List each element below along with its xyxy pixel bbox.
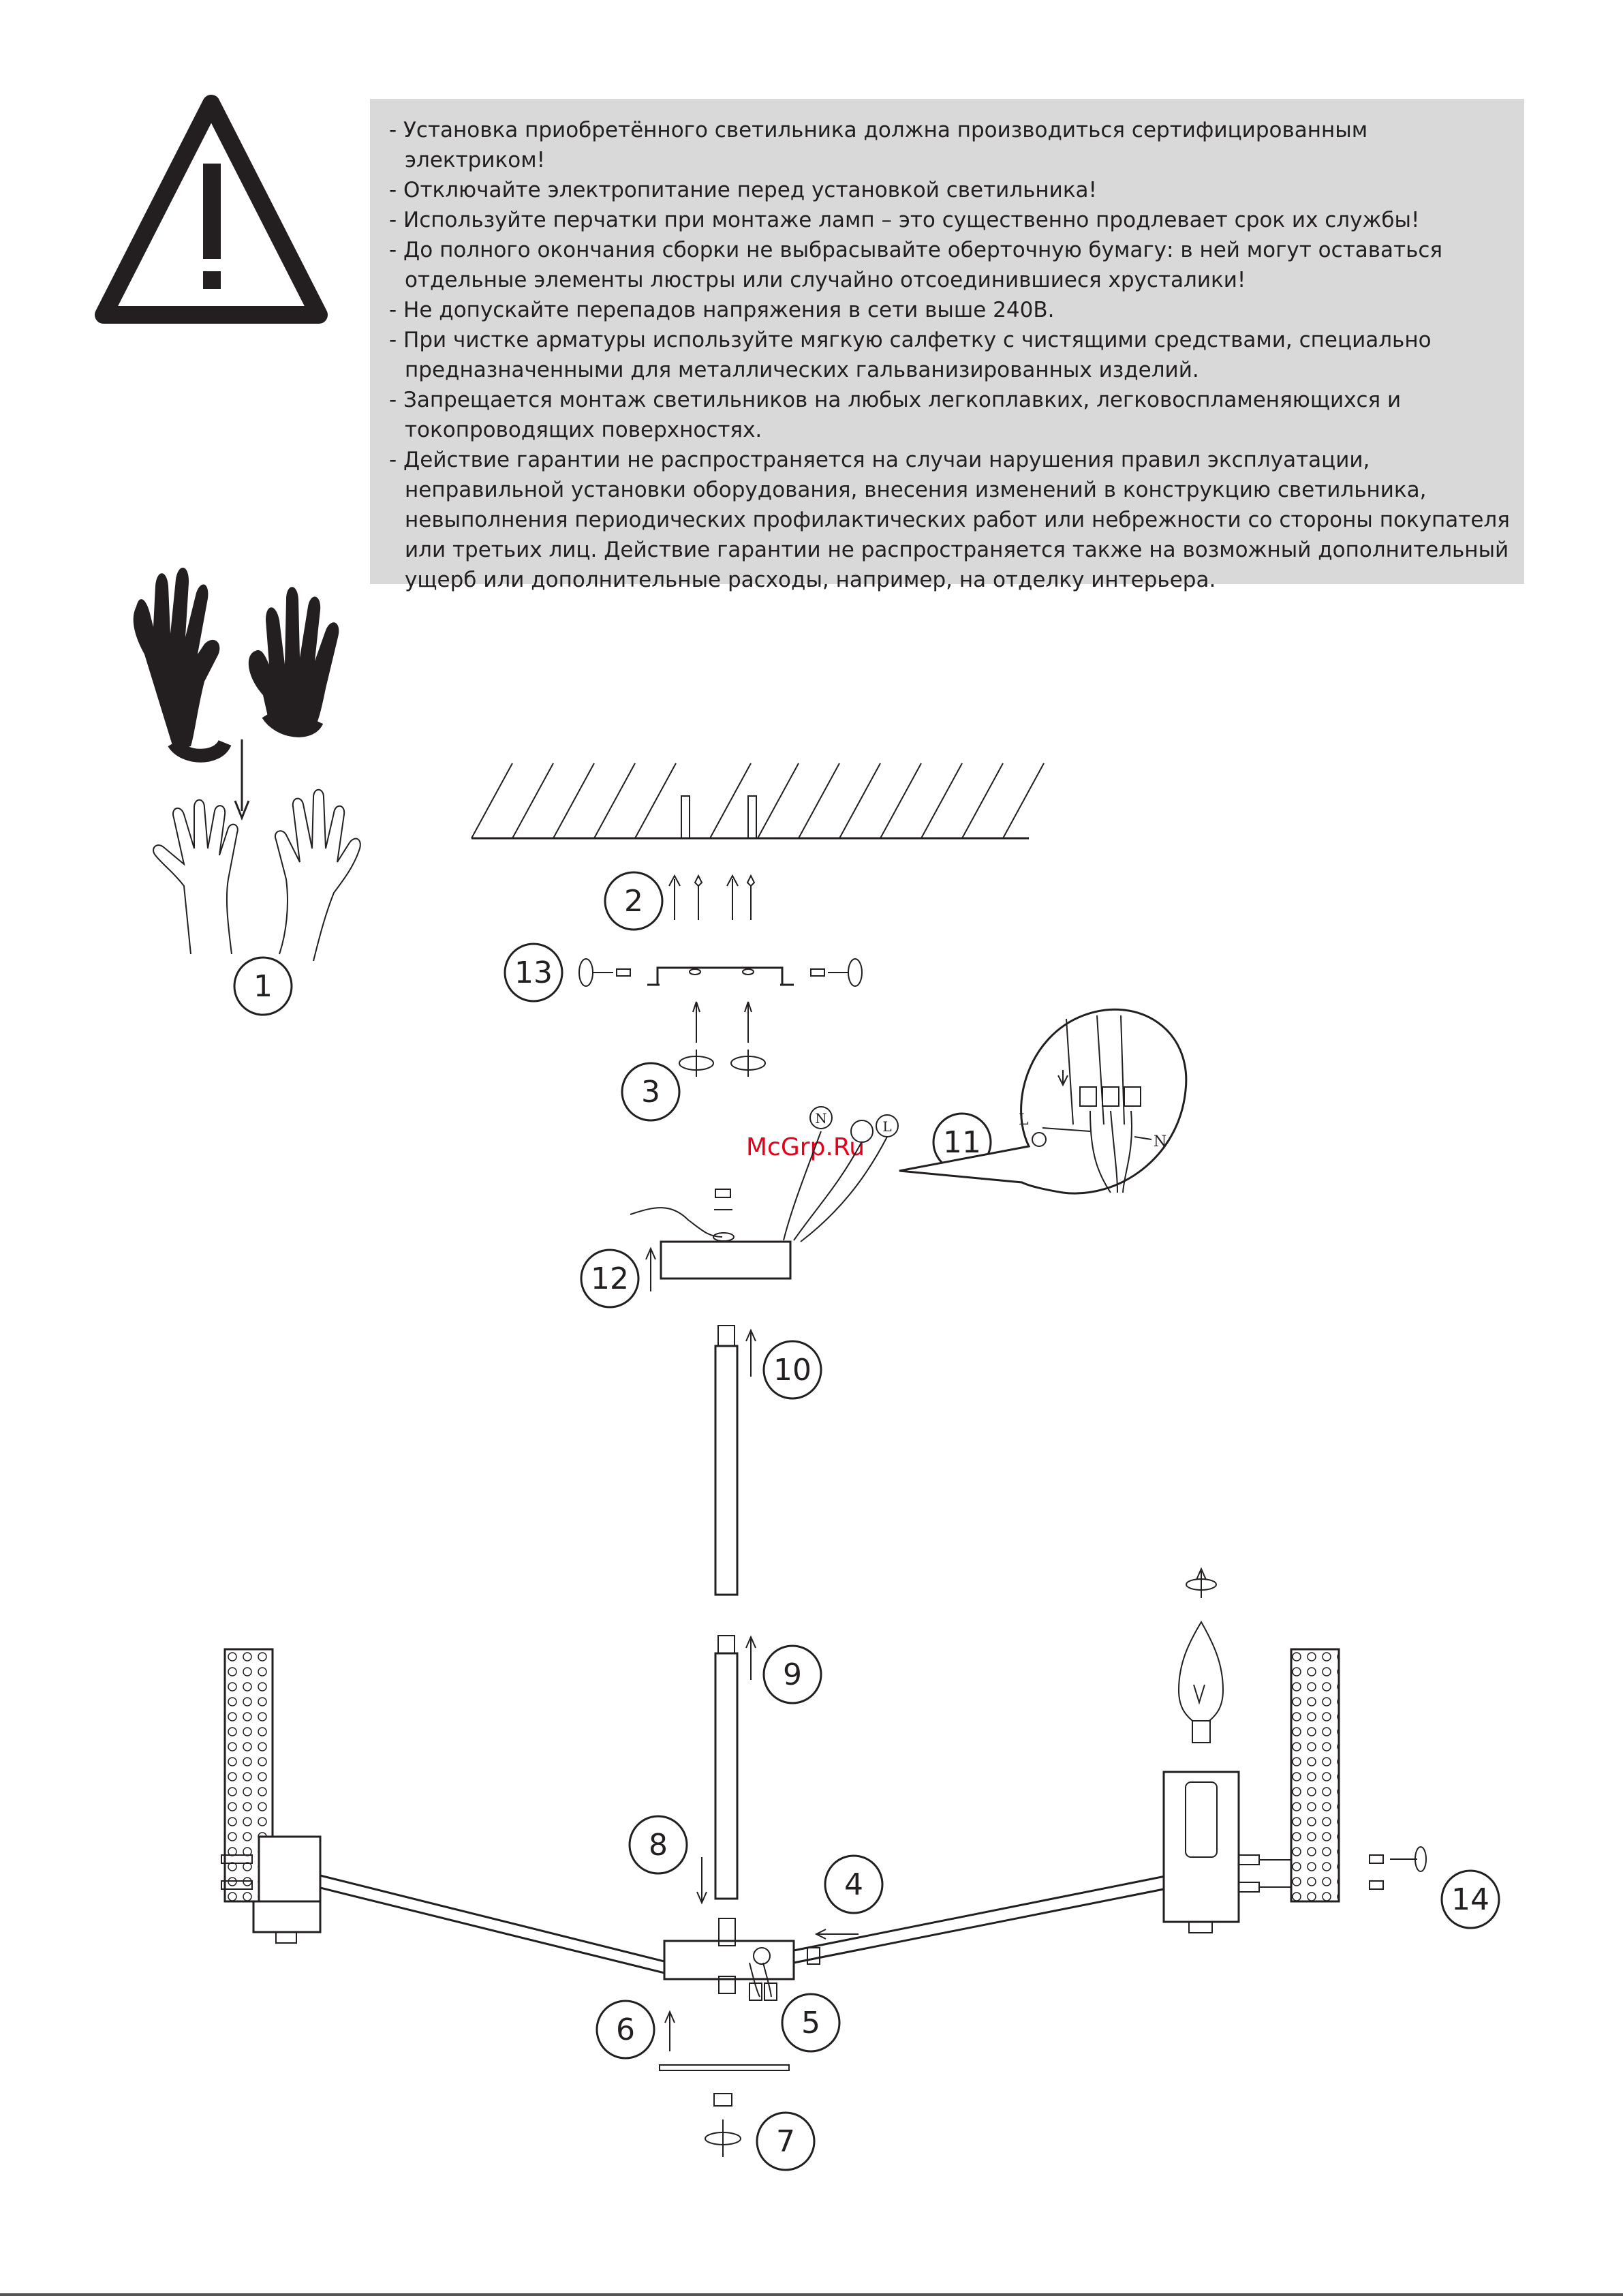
live-wire-label: L: [1019, 1112, 1029, 1129]
left-shade-icon: [221, 1649, 320, 1943]
lamp-socket-icon: [1164, 1772, 1291, 1933]
ceiling-hatch: [472, 763, 1044, 838]
step-7-label: 7: [776, 2124, 795, 2159]
live-terminal-label: L: [882, 1118, 892, 1135]
step-3-label: 3: [641, 1075, 660, 1109]
footer-divider: [0, 2293, 1623, 2296]
step-5-label: 5: [801, 2006, 820, 2040]
step-2-label: 2: [624, 884, 643, 919]
step-6-label: 6: [616, 2012, 635, 2047]
neutral-wire-label: N: [1154, 1133, 1167, 1150]
step-8-label: 8: [649, 1828, 668, 1863]
step-4-label: 4: [844, 1867, 863, 1902]
warning-item: - Используйте перчатки при монтаже ламп – это существенно продлевает срок их службы!: [389, 208, 1420, 232]
left-arm-icon: [320, 1876, 664, 1973]
dowels-icon: [669, 876, 754, 920]
upper-rod-icon: [715, 1326, 756, 1595]
lower-rod-icon: [715, 1636, 756, 1899]
gloves-icon: [134, 568, 339, 756]
right-shade-icon: [1291, 1649, 1339, 1901]
warning-item: - Не допускайте перепадов напряжения в сети выше 240В.: [389, 298, 1055, 322]
warning-item: - Действие гарантии не распространяется на случаи нарушения правил эксплуатации, неправильной установки оборудования, внесения изменений в конструкцию светильника, невыполнения периодических профилактических работ или небрежности со стороны покупателя или третьих лиц. Действие гарантии не распространяется также на возможный дополнительный ущерб или дополнительные расходы, например, на отделку интерьера.: [389, 448, 1510, 592]
wiring-detail-callout: [899, 1009, 1186, 1193]
neutral-terminal-label: N: [815, 1110, 827, 1127]
warning-triangle-icon: [104, 104, 319, 315]
step-9-label: 9: [783, 1657, 802, 1692]
step-11-label: 11: [943, 1125, 981, 1160]
shade-screws-icon: [1370, 1847, 1426, 1889]
step-14-label: 14: [1451, 1882, 1489, 1917]
warning-item: - При чистке арматуры используйте мягкую салфетку с чистящими средствами, специально предназначенными для металлических гальванизированных изделий.: [389, 328, 1432, 382]
step-13-label: 13: [514, 955, 553, 990]
warning-item: - Запрещается монтаж светильников на любых легкоплавких, легковоспламеняющихся и токопроводящих поверхностях.: [389, 388, 1402, 442]
step-12-label: 12: [591, 1261, 629, 1296]
hands-icon: [153, 790, 360, 961]
warning-item: - До полного окончания сборки не выбрасывайте оберточную бумагу: в ней могут оставаться отдельные элементы люстры или случайно отсоединившиеся хрусталики!: [389, 238, 1443, 292]
warning-item: - Установка приобретённого светильника должна производиться сертифицированным электриком!: [389, 118, 1368, 172]
warning-item: - Отключайте электропитание перед установкой светильника!: [389, 178, 1097, 202]
watermark: McGrp.Ru: [746, 1133, 865, 1161]
central-hub-icon: [664, 1918, 794, 2000]
step-1-label: 1: [253, 969, 273, 1004]
mounting-bracket-icon: [579, 959, 862, 986]
candle-bulb-icon: [1179, 1569, 1223, 1743]
screws-icon: [679, 1002, 765, 1077]
step-10-label: 10: [773, 1353, 812, 1388]
